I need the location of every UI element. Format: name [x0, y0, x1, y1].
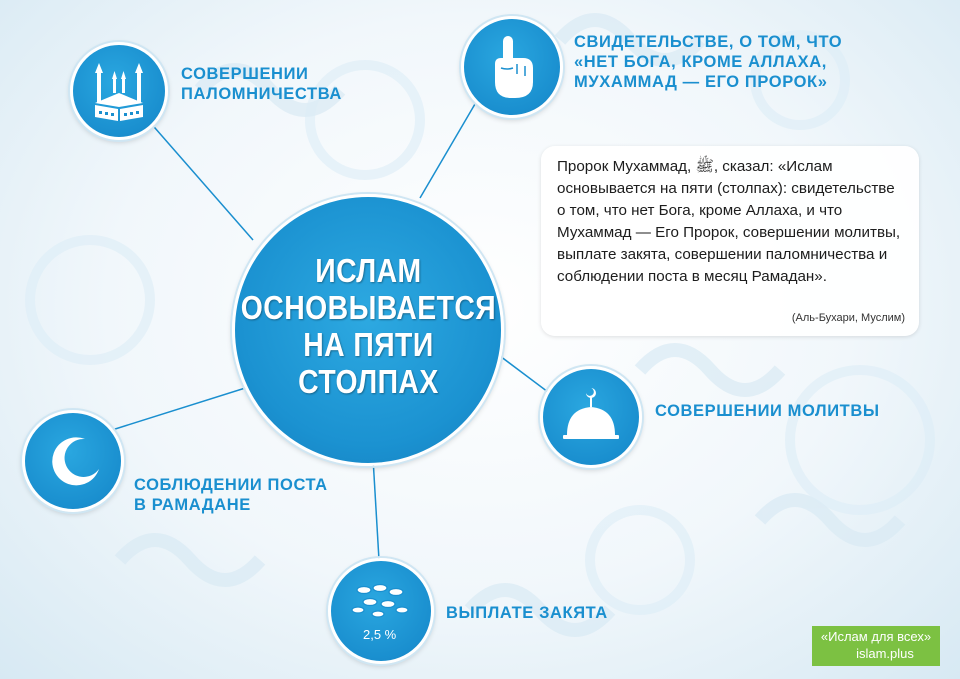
zakat-percent: 2,5 %: [363, 627, 397, 642]
testimony-node: [461, 16, 563, 118]
testimony-label: СВИДЕТЕЛЬСТВЕ, О ТОМ, ЧТО «НЕТ БОГА, КРОМЕ АЛЛАХА, МУХАММАД — ЕГО ПРОРОК»: [574, 33, 843, 91]
kaaba-mosque-icon: [91, 59, 147, 123]
fasting-node: [22, 410, 124, 512]
connector-fasting: [112, 384, 258, 430]
badge-url: islam.plus: [856, 646, 914, 661]
site-badge[interactable]: [812, 626, 940, 666]
prayer-node: [540, 366, 642, 468]
badge-title: «Ислам для всех»: [820, 629, 932, 644]
center-node: [232, 194, 504, 466]
mosque-dome-icon: [559, 387, 623, 447]
raised-index-finger-icon: [487, 34, 537, 100]
hadith-quote-text: Пророк Мухаммад, ﷺ, сказал: «Ислам основывается на пяти (столпах): свидетельстве о том, что нет Бога, кроме Аллаха, и что Мухаммад — Его Пророк, совершении молитвы, выплате закята, совершении паломничества и соблюдении поста в месяц Рамадан».: [557, 158, 901, 285]
connector-testimony: [420, 104, 475, 198]
fasting-label: СОБЛЮДЕНИИ ПОСТА В РАМАДАНЕ: [134, 476, 328, 514]
zakat-label: ВЫПЛАТЕ ЗАКЯТА: [446, 604, 608, 622]
hadith-source: (Аль-Бухари, Муслим): [791, 312, 905, 324]
zakat-node: [328, 558, 434, 664]
crescent-moon-icon: [43, 431, 103, 491]
center-title: ИСЛАМ ОСНОВЫВАЕТСЯ НА ПЯТИ СТОЛПАХ: [240, 252, 496, 400]
connector-zakat: [373, 458, 379, 560]
hadith-quote-box: [541, 146, 919, 336]
prayer-label: СОВЕРШЕНИИ МОЛИТВЫ: [655, 402, 880, 420]
connector-pilgrimage: [148, 120, 253, 240]
coins-icon: [350, 580, 412, 620]
pilgrimage-label: СОВЕРШЕНИИ ПАЛОМНИЧЕСТВА: [181, 65, 342, 103]
pilgrimage-node: [70, 42, 168, 140]
